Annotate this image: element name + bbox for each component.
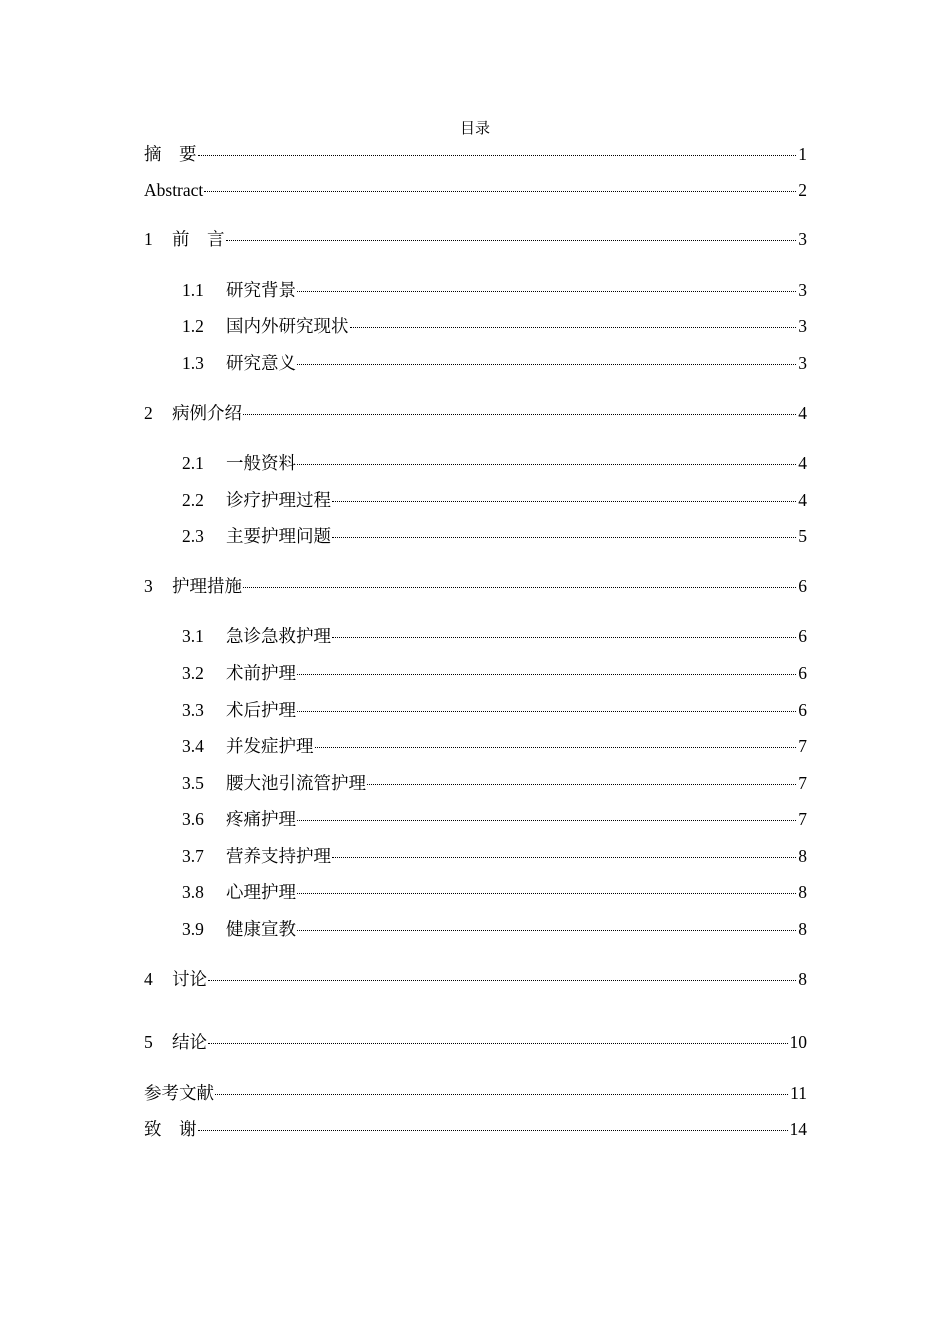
toc-entry-page-number: 10 [789, 1032, 807, 1052]
toc-entry-label: 心理护理 [226, 882, 296, 902]
toc-entry-number: 2.1 [182, 453, 204, 473]
toc-entry-number: 3.8 [182, 882, 204, 902]
toc-entry-label: 诊疗护理过程 [226, 490, 331, 510]
toc-entry-label: 主要护理问题 [226, 526, 331, 546]
toc-entry[interactable] [182, 489, 807, 511]
toc-dot-leader [350, 327, 797, 328]
toc-entry-label: 护理措施 [172, 576, 242, 596]
toc-entry-page-number: 7 [798, 736, 807, 756]
toc-entry-label: 疼痛护理 [226, 809, 296, 829]
toc-dot-leader [208, 1043, 788, 1044]
toc-entry-page-number: 4 [798, 403, 807, 423]
toc-entry[interactable] [182, 845, 807, 867]
toc-entry-page-number: 14 [789, 1119, 807, 1139]
toc-title: 目录 [459, 121, 490, 137]
toc-entry[interactable] [144, 179, 807, 201]
toc-entry[interactable] [144, 1031, 807, 1053]
toc-entry-number: 4 [144, 969, 153, 989]
toc-entry-page-number: 4 [798, 490, 807, 510]
toc-entry-page-number: 6 [798, 576, 807, 596]
toc-entry[interactable] [144, 968, 807, 990]
toc-dot-leader [243, 414, 796, 415]
toc-entry-number: 1.1 [182, 280, 204, 300]
toc-entry[interactable] [182, 808, 807, 830]
toc-entry-label: 参考文献 [144, 1083, 214, 1103]
toc-dot-leader [208, 980, 796, 981]
toc-entry-number: 3.4 [182, 736, 204, 756]
toc-dot-leader [204, 191, 796, 192]
toc-entry-number: 2.3 [182, 526, 204, 546]
toc-entry[interactable] [182, 699, 807, 721]
toc-dot-leader [332, 501, 796, 502]
toc-entry-number: 1 [144, 229, 153, 249]
toc-entry-page-number: 3 [798, 229, 807, 249]
toc-dot-leader [332, 637, 796, 638]
toc-entry-label: 术后护理 [226, 700, 296, 720]
toc-entry-number: 3.3 [182, 700, 204, 720]
toc-dot-leader [198, 155, 797, 156]
toc-entry[interactable] [182, 625, 807, 647]
toc-dot-leader [297, 930, 796, 931]
toc-entry-label: 前 言 [172, 229, 225, 249]
toc-dot-leader [297, 464, 796, 465]
toc-entry-page-number: 11 [790, 1083, 807, 1103]
toc-entry-page-number: 5 [798, 526, 807, 546]
toc-entry-label: 国内外研究现状 [226, 316, 349, 336]
toc-entry-number: 3.7 [182, 846, 204, 866]
toc-entry[interactable] [182, 452, 807, 474]
toc-entry-label: 一般资料 [226, 453, 296, 473]
toc-dot-leader [198, 1130, 788, 1131]
toc-entry[interactable] [182, 662, 807, 684]
toc-entry[interactable] [182, 315, 807, 337]
toc-entry-number: 1.2 [182, 316, 204, 336]
toc-entry-page-number: 1 [798, 144, 807, 164]
toc-dot-leader [367, 784, 796, 785]
toc-entry-page-number: 8 [798, 882, 807, 902]
toc-entry-label: 讨论 [172, 969, 207, 989]
toc-entry-label: 急诊急救护理 [226, 626, 331, 646]
toc-entry-page-number: 2 [798, 180, 807, 200]
toc-entry-number: 3.6 [182, 809, 204, 829]
toc-entry-label: 病例介绍 [172, 403, 242, 423]
toc-dot-leader [297, 364, 796, 365]
toc-entry-number: 5 [144, 1032, 153, 1052]
toc-entry-page-number: 8 [798, 919, 807, 939]
toc-entry[interactable] [144, 228, 807, 250]
toc-entry-number: 3 [144, 576, 153, 596]
toc-entry-label: 腰大池引流管护理 [226, 773, 366, 793]
toc-entry-page-number: 6 [798, 626, 807, 646]
toc-entry[interactable] [144, 143, 807, 165]
toc-entry-number: 3.5 [182, 773, 204, 793]
toc-entry-page-number: 8 [798, 969, 807, 989]
toc-dot-leader [243, 587, 796, 588]
toc-entry-label: 研究背景 [226, 280, 296, 300]
toc-entry-number: 3.2 [182, 663, 204, 683]
toc-entry[interactable] [182, 881, 807, 903]
toc-entry[interactable] [182, 279, 807, 301]
toc-entry-label: 并发症护理 [226, 736, 314, 756]
toc-entry-page-number: 7 [798, 773, 807, 793]
toc-entry-label: 营养支持护理 [226, 846, 331, 866]
toc-entry[interactable] [144, 575, 807, 597]
toc-dot-leader [215, 1094, 788, 1095]
toc-dot-leader [332, 537, 796, 538]
toc-entry[interactable] [144, 402, 807, 424]
toc-entry-number: 2.2 [182, 490, 204, 510]
toc-dot-leader [332, 857, 796, 858]
toc-entry-number: 3.1 [182, 626, 204, 646]
toc-entry-label: 致 谢 [144, 1119, 197, 1139]
toc-entry-label: 健康宣教 [226, 919, 296, 939]
toc-entry-page-number: 7 [798, 809, 807, 829]
toc-entry-number: 1.3 [182, 353, 204, 373]
toc-dot-leader [297, 711, 796, 712]
toc-entry-number: 2 [144, 403, 153, 423]
toc-entry-page-number: 3 [798, 316, 807, 336]
toc-entry-label: 摘 要 [144, 144, 197, 164]
toc-dot-leader [226, 240, 797, 241]
toc-dot-leader [297, 893, 796, 894]
toc-entry-label: 术前护理 [226, 663, 296, 683]
toc-entry[interactable] [144, 1118, 807, 1140]
toc-dot-leader [297, 291, 796, 292]
toc-entry-page-number: 8 [798, 846, 807, 866]
toc-entry-page-number: 6 [798, 700, 807, 720]
toc-entry[interactable] [182, 352, 807, 374]
toc-dot-leader [297, 674, 796, 675]
toc-entry-label: 研究意义 [226, 353, 296, 373]
toc-entry-page-number: 3 [798, 280, 807, 300]
toc-entry-page-number: 6 [798, 663, 807, 683]
toc-entry-page-number: 4 [798, 453, 807, 473]
toc-dot-leader [315, 747, 797, 748]
toc-entry[interactable] [182, 735, 807, 757]
toc-dot-leader [297, 820, 796, 821]
toc-entry-label: Abstract [144, 180, 204, 200]
toc-entry[interactable] [182, 525, 807, 547]
toc-entry-number: 3.9 [182, 919, 204, 939]
toc-entry[interactable] [182, 918, 807, 940]
toc-entry-page-number: 3 [798, 353, 807, 373]
toc-entry[interactable] [182, 772, 807, 794]
toc-entry[interactable] [144, 1082, 807, 1104]
toc-entry-label: 结论 [172, 1032, 207, 1052]
